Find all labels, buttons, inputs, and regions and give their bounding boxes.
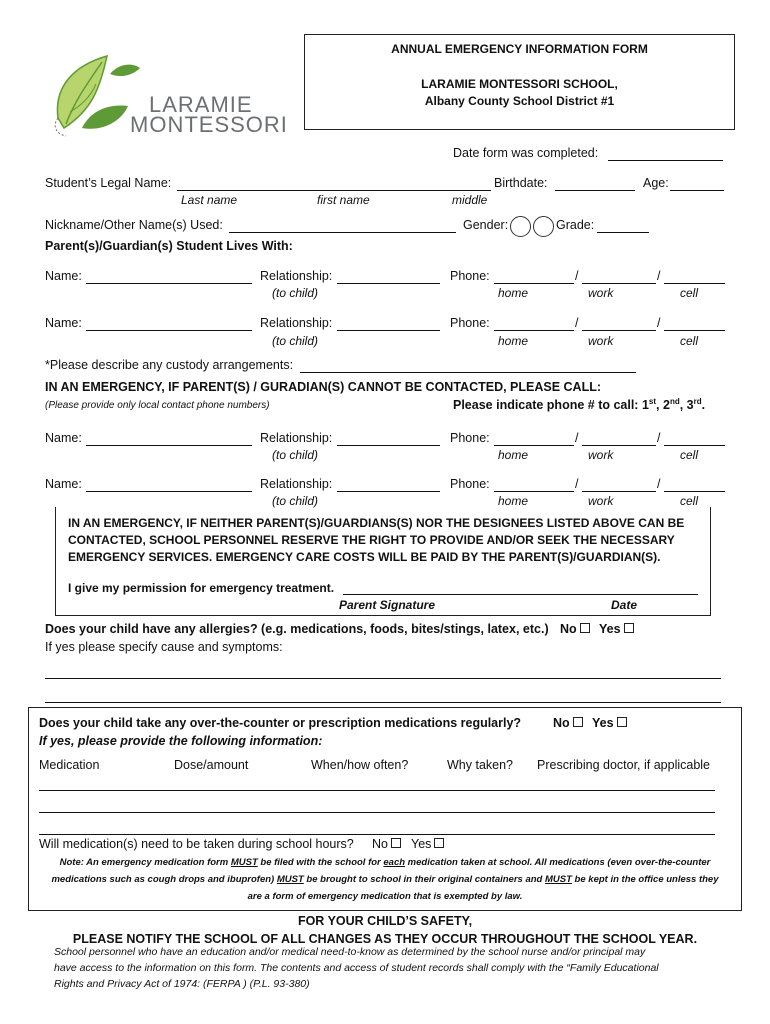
privacy-line1: School personnel who have an education and/or medical need-to-know as determined by the school nurse and/or principal may — [54, 946, 646, 958]
permission-text: I give my permission for emergency treatment. — [68, 581, 335, 595]
slash: / — [657, 431, 661, 445]
medication-note-2 — [29, 874, 741, 885]
work-hint: work — [588, 334, 614, 348]
slash: / — [575, 316, 579, 330]
slash: / — [657, 269, 661, 283]
medications-if-yes: If yes, please provide the following information: — [39, 734, 323, 748]
note-e: be brought to school in their original containers and — [303, 874, 545, 885]
contact2-phone-label: Phone: — [450, 477, 490, 491]
emergency-heading: IN AN EMERGENCY, IF PARENT(S) / GURADIAN(S) CANNOT BE CONTACTED, PLEASE CALL: — [45, 380, 602, 394]
contact2-relationship-field[interactable] — [337, 491, 440, 492]
indicate-text: Please indicate phone # to call: 1 — [453, 398, 649, 413]
home-hint: home — [498, 286, 529, 300]
note-b: be filed with the school for — [257, 857, 384, 868]
school-hours-no-checkbox[interactable] — [391, 838, 401, 848]
grade-field[interactable] — [597, 232, 649, 233]
parent2-name-label: Name: — [45, 316, 82, 330]
contact1-to-child: (to child) — [272, 448, 319, 462]
medications-no[interactable] — [553, 716, 583, 730]
parent2-phone-cell[interactable] — [664, 330, 725, 331]
logo-line2: MONTESSORI — [130, 112, 288, 137]
allergies-field-1[interactable] — [45, 678, 721, 679]
allergies-specify-label: If yes please specify cause and symptoms: — [45, 640, 283, 654]
date-completed-field[interactable] — [608, 160, 723, 161]
work-hint: work — [588, 494, 614, 508]
parent2-name-field[interactable] — [86, 330, 252, 331]
contact2-phone-cell[interactable] — [664, 491, 725, 492]
medication-row-1[interactable] — [39, 790, 715, 791]
note-must: MUST — [276, 874, 304, 885]
sup-nd: nd — [669, 397, 680, 406]
grade-label: Grade: — [556, 218, 595, 232]
parent1-phone-label: Phone: — [450, 269, 490, 283]
period: . — [701, 398, 706, 413]
school-hours-no-label: No — [372, 837, 388, 851]
parent2-to-child: (to child) — [272, 334, 319, 348]
nickname-label: Nickname/Other Name(s) Used: — [45, 218, 223, 232]
contact1-phone-work[interactable] — [582, 445, 656, 446]
parent1-to-child: (to child) — [272, 286, 319, 300]
contact2-name-label: Name: — [45, 477, 82, 491]
col-medication: Medication — [39, 758, 100, 772]
contact2-phone-work[interactable] — [582, 491, 656, 492]
note-d: medications such as cough drops and ibuprofen) — [51, 874, 277, 885]
legal-name-field[interactable] — [177, 190, 491, 191]
contact1-phone-cell[interactable] — [664, 445, 725, 446]
parent2-phone-work[interactable] — [582, 330, 656, 331]
school-hours-yes-checkbox[interactable] — [434, 838, 444, 848]
parent1-phone-work[interactable] — [582, 283, 656, 284]
school-logo — [52, 48, 288, 140]
gender-label: Gender: — [463, 218, 509, 232]
first-name-hint: first name — [317, 193, 370, 207]
slash: / — [575, 431, 579, 445]
contact1-phone-label: Phone: — [450, 431, 490, 445]
parent1-name-label: Name: — [45, 269, 82, 283]
local-numbers-note: (Please provide only local contact phone numbers) — [45, 400, 270, 411]
safety-heading: FOR YOUR CHILD’S SAFETY, — [297, 914, 473, 928]
medication-note-3: are a form of emergency medication that is exempted by law. — [247, 891, 523, 902]
home-hint: home — [498, 494, 529, 508]
medications-yes[interactable] — [592, 716, 627, 730]
cell-hint: cell — [680, 448, 699, 462]
school-hours-no[interactable] — [372, 837, 401, 851]
age-label: Age: — [643, 176, 669, 190]
parent2-relationship-field[interactable] — [337, 330, 440, 331]
note-c: medication taken at school. All medications (even over-the-counter — [405, 857, 711, 868]
allergies-yes-label: Yes — [599, 622, 621, 636]
school-district: Albany County School District #1 — [424, 94, 615, 108]
consent-line1: IN AN EMERGENCY, IF NEITHER PARENT(S)/GUARDIANS(S) NOR THE DESIGNEES LISTED ABOVE CAN BE — [68, 516, 685, 530]
allergies-question: Does your child have any allergies? (e.g. medications, foods, bites/stings, latex, etc.) — [45, 622, 549, 636]
parent1-phone-cell[interactable] — [664, 283, 725, 284]
medication-row-3[interactable] — [39, 834, 715, 835]
medications-yes-checkbox[interactable] — [617, 717, 627, 727]
gender-option-1[interactable] — [510, 216, 531, 237]
allergies-no-checkbox[interactable] — [580, 623, 590, 633]
allergies-yes[interactable] — [599, 622, 634, 636]
birthdate-label: Birthdate: — [494, 176, 548, 190]
legal-name-label: Student’s Legal Name: — [45, 176, 172, 190]
slash: / — [657, 316, 661, 330]
birthdate-field[interactable] — [555, 190, 635, 191]
custody-field[interactable] — [300, 372, 636, 373]
contact1-name-field[interactable] — [86, 445, 252, 446]
slash: / — [575, 269, 579, 283]
parent2-relationship-label: Relationship: — [260, 316, 333, 330]
slash: / — [657, 477, 661, 491]
logo-line1: LARAMIE — [149, 92, 253, 117]
age-field[interactable] — [670, 190, 724, 191]
col-doctor: Prescribing doctor, if applicable — [537, 758, 711, 772]
contact2-phone-home[interactable] — [494, 491, 574, 492]
cell-hint: cell — [680, 494, 699, 508]
contact1-relationship-label: Relationship: — [260, 431, 333, 445]
note-f: be kept in the office unless they — [571, 874, 719, 885]
contact2-name-field[interactable] — [86, 491, 252, 492]
note-must: MUST — [545, 874, 572, 885]
signature-field[interactable] — [343, 594, 698, 595]
note-each: each — [383, 857, 406, 868]
school-name: LARAMIE MONTESSORI SCHOOL, — [421, 77, 618, 91]
gender-option-2[interactable] — [533, 216, 554, 237]
medications-question: Does your child take any over-the-counter or prescription medications regularly? — [39, 716, 522, 730]
lives-with-heading: Parent(s)/Guardian(s) Student Lives With: — [45, 239, 293, 253]
slash: / — [575, 477, 579, 491]
parent1-phone-home[interactable] — [494, 283, 574, 284]
col-why: Why taken? — [447, 758, 514, 772]
col-dose: Dose/amount — [174, 758, 249, 772]
note-a: Note: An emergency medication form — [59, 857, 231, 868]
nickname-field[interactable] — [229, 232, 456, 233]
privacy-line2: have access to the information on this form. The contents and access of student records shall comply with the “Family Educational — [54, 962, 659, 974]
medications-no-checkbox[interactable] — [573, 717, 583, 727]
parent2-phone-home[interactable] — [494, 330, 574, 331]
emergency-consent-box — [55, 507, 711, 616]
leaf-logo-icon — [52, 48, 142, 140]
header-box — [304, 34, 735, 130]
home-hint: home — [498, 334, 529, 348]
medications-no-label: No — [553, 716, 570, 730]
notify-heading: PLEASE NOTIFY THE SCHOOL OF ALL CHANGES AS THEY OCCUR THROUGHOUT THE SCHOOL YEAR. — [72, 932, 698, 946]
school-hours-question: Will medication(s) need to be taken during school hours? — [39, 837, 354, 851]
work-hint: work — [588, 286, 614, 300]
col-frequency: When/how often? — [311, 758, 409, 772]
medication-row-2[interactable] — [39, 812, 715, 813]
consent-line3: EMERGENCY SERVICES. EMERGENCY CARE COSTS WILL BE PAID BY THE PARENT(S)/GUARDIAN(S). — [68, 550, 661, 564]
contact2-relationship-label: Relationship: — [260, 477, 333, 491]
parent1-relationship-label: Relationship: — [260, 269, 333, 283]
cell-hint: cell — [680, 334, 699, 348]
home-hint: home — [498, 448, 529, 462]
note-must: MUST — [230, 857, 258, 868]
cell-hint: cell — [680, 286, 699, 300]
form-title: ANNUAL EMERGENCY INFORMATION FORM — [391, 42, 648, 56]
contact1-relationship-field[interactable] — [337, 445, 440, 446]
signature-date-label: Date — [611, 598, 638, 612]
parent1-name-field[interactable] — [86, 283, 252, 284]
allergies-no-label: No — [560, 622, 577, 636]
allergies-no[interactable] — [560, 622, 590, 636]
allergies-field-2[interactable] — [45, 702, 721, 703]
contact1-phone-home[interactable] — [494, 445, 574, 446]
consent-line2: CONTACTED, SCHOOL PERSONNEL RESERVE THE RIGHT TO PROVIDE AND/OR SEEK THE NECESSARY — [68, 533, 675, 547]
parent-signature-label: Parent Signature — [339, 598, 436, 612]
date-completed-label: Date form was completed: — [453, 146, 599, 160]
allergies-yes-checkbox[interactable] — [624, 623, 634, 633]
contact2-to-child: (to child) — [272, 494, 319, 508]
contact1-name-label: Name: — [45, 431, 82, 445]
sup-st: st — [648, 397, 657, 406]
medications-yes-label: Yes — [592, 716, 614, 730]
phone-order-instruction — [453, 397, 705, 412]
custody-label: *Please describe any custody arrangements: — [45, 358, 294, 372]
medication-note-1 — [29, 857, 741, 868]
sup-rd: rd — [693, 397, 702, 406]
parent1-relationship-field[interactable] — [337, 283, 440, 284]
work-hint: work — [588, 448, 614, 462]
parent2-phone-label: Phone: — [450, 316, 490, 330]
medications-box — [28, 707, 742, 911]
school-hours-yes[interactable] — [411, 837, 444, 851]
privacy-line3: Rights and Privacy Act of 1974: (FERPA ) (P.L. 93-380) — [54, 978, 310, 990]
school-hours-yes-label: Yes — [411, 837, 432, 851]
sep-3: , 3 — [679, 398, 694, 413]
middle-hint: middle — [452, 193, 488, 207]
sep-2: , 2 — [656, 398, 670, 413]
last-name-hint: Last name — [181, 193, 238, 207]
